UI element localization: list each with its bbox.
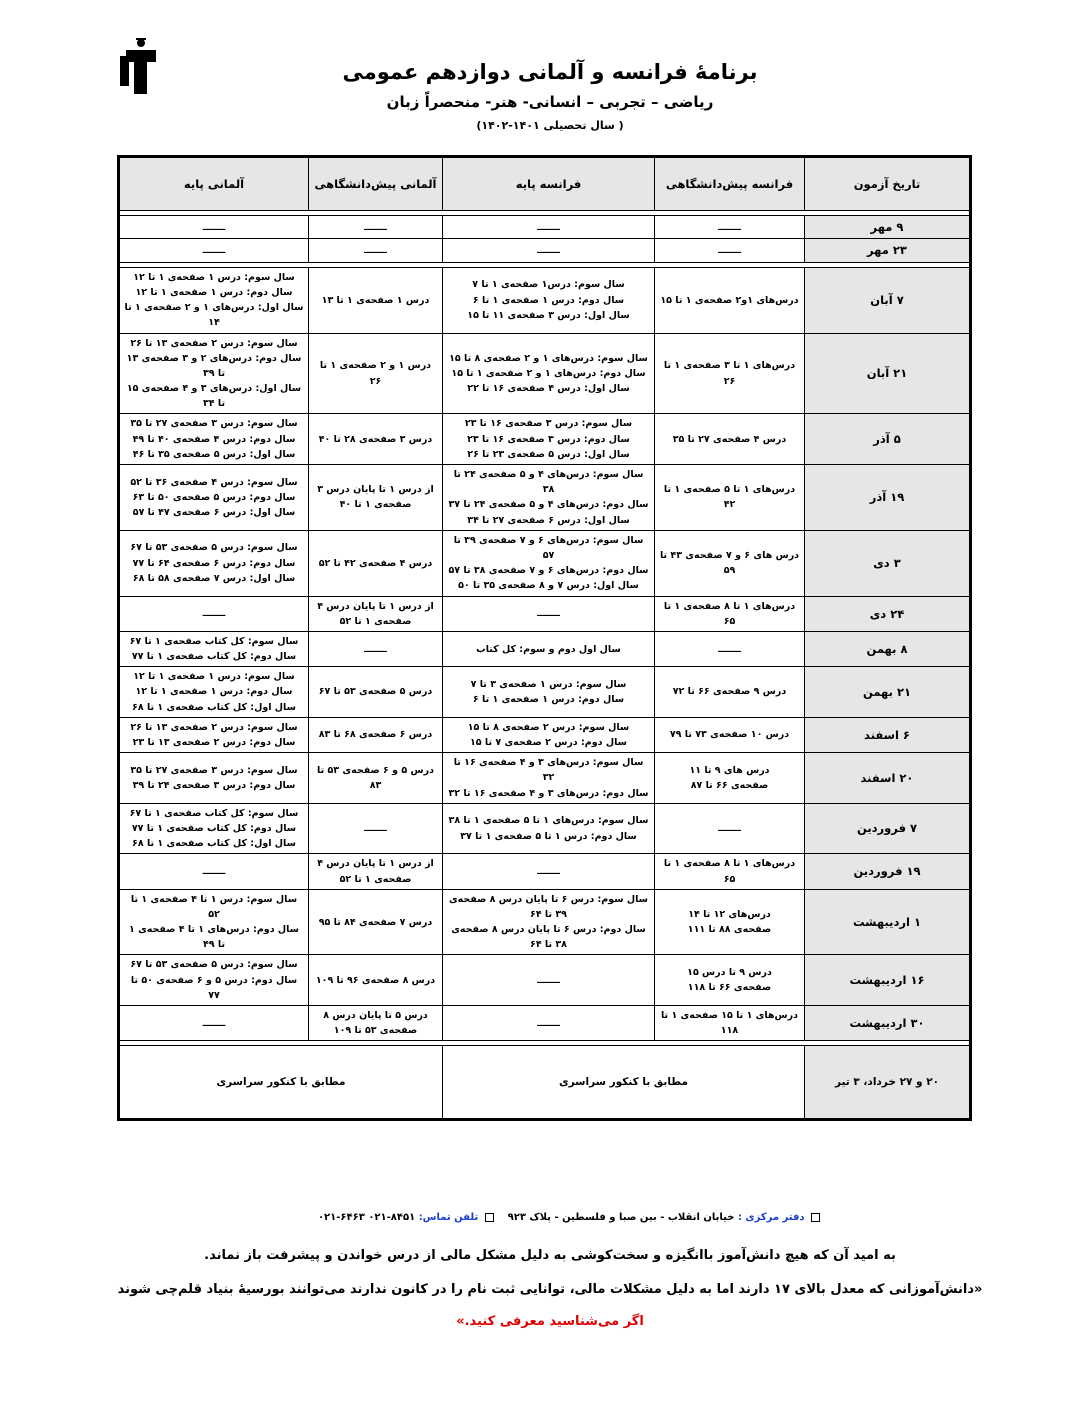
- french-basic-cell: سال اول دوم و سوم: کل کتاب: [443, 631, 655, 666]
- french-preuni-cell: ـــــــ: [655, 216, 805, 239]
- footer-contact: [250, 1212, 820, 1223]
- german-preuni-cell: ـــــــ: [309, 631, 443, 666]
- german-preuni-cell: درس ۷ صفحه‌ی ۸۴ تا ۹۵: [309, 889, 443, 955]
- french-preuni-cell: ـــــــ: [655, 239, 805, 262]
- exam-date-cell: ۳۰ اردیبهشت: [805, 1006, 971, 1041]
- german-basic-cell: سال سوم: درس ۲ صفحه‌ی ۱۳ تا ۲۶ سال دوم: درس ۲ صفحه‌ی ۱۳ تا ۲۳: [119, 717, 309, 752]
- german-preuni-cell: از درس ۱ تا پایان درس ۴ صفحه‌ی ۱ تا ۵۲: [309, 596, 443, 631]
- french-basic-cell: ـــــــ: [443, 1006, 655, 1041]
- german-preuni-cell: درس ۱ و ۲ صفحه‌ی ۱ تا ۲۶: [309, 333, 443, 414]
- german-basic-cell: سال سوم: کل کتاب صفحه‌ی ۱ تا ۶۷ سال دوم: کل کتاب صفحه‌ی ۱ تا ۷۷ سال اول: کل کتاب صفحه‌ی ۱ تا ۶۸: [119, 803, 309, 854]
- table-row: [119, 1006, 971, 1041]
- german-preuni-cell: درس ۵ و ۶ صفحه‌ی ۵۳ تا ۸۳: [309, 753, 443, 804]
- exam-date-cell: ۱۹ فروردین: [805, 854, 971, 889]
- french-basic-cell: سال سوم: درس ۳ صفحه‌ی ۱۶ تا ۲۳ سال دوم: درس ۳ صفحه‌ی ۱۶ تا ۲۳ سال اول: درس ۵ صفحه‌ی ۲۳ تا ۲۶: [443, 414, 655, 465]
- header-exam-date: تاریخ آزمون: [805, 157, 971, 211]
- exam-date-cell: ۶ اسفند: [805, 717, 971, 752]
- german-basic-cell: سال سوم: درس ۳ صفحه‌ی ۲۷ تا ۳۵ سال دوم: درس ۳ صفحه‌ی ۲۴ تا ۳۹: [119, 753, 309, 804]
- schedule-body: [119, 216, 971, 1120]
- german-preuni-cell: درس ۴ صفحه‌ی ۴۲ تا ۵۲: [309, 530, 443, 596]
- exam-date-cell: ۲۰ اسفند: [805, 753, 971, 804]
- schedule-table: [117, 155, 972, 1121]
- german-preuni-cell: ـــــــ: [309, 803, 443, 854]
- german-basic-cell: سال سوم: درس ۱ صفحه‌ی ۱ تا ۱۲ سال دوم: درس ۱ صفحه‌ی ۱ تا ۱۲ سال اول: درس‌های ۱ و ۲ صفحه‌ی ۱ تا ۱۴: [119, 267, 309, 333]
- table-row: [119, 267, 971, 333]
- french-preuni-cell: درس های ۹ تا ۱۱ صفحه‌ی ۶۶ تا ۸۷: [655, 753, 805, 804]
- german-basic-cell: ـــــــ: [119, 1006, 309, 1041]
- french-basic-cell: سال سوم: درس ۱ صفحه‌ی ۳ تا ۷ سال دوم: درس ۱ صفحه‌ی ۱ تا ۶: [443, 667, 655, 718]
- header-german-preuni: آلمانی پیش‌دانشگاهی: [309, 157, 443, 211]
- french-basic-cell: سال سوم: درس ۲ صفحه‌ی ۸ تا ۱۵ سال دوم: درس ۲ صفحه‌ی ۷ تا ۱۵: [443, 717, 655, 752]
- french-basic-cell: ـــــــ: [443, 596, 655, 631]
- table-row: [119, 239, 971, 262]
- french-basic-cell: سال سوم: درس‌های ۴ و ۵ صفحه‌ی ۲۴ تا ۳۸ سال دوم: درس‌های ۴ و ۵ صفحه‌ی ۲۴ تا ۳۷ سال اول: درس ۶ صفحه‌ی ۲۷ تا ۳۴: [443, 465, 655, 531]
- exam-date-cell: ۹ مهر: [805, 216, 971, 239]
- german-basic-cell: ـــــــ: [119, 596, 309, 631]
- final-french: مطابق با کنکور سراسری: [443, 1046, 805, 1120]
- german-preuni-cell: از درس ۱ تا پایان درس ۳ صفحه‌ی ۱ تا ۴۰: [309, 465, 443, 531]
- footer-message-2: «دانش‌آموزانی که معدل بالای ۱۷ دارند اما به دلیل مشکلات مالی، توانایی ثبت نام را در کانون ندارند می‌توانند بورسیهٔ بنیاد قلم‌چی شوند: [117, 1282, 983, 1297]
- office-address: خیابان انقلاب - بین صبا و فلسطین - پلاک ۹۲۳: [507, 1212, 735, 1223]
- german-preuni-cell: درس ۶ صفحه‌ی ۶۸ تا ۸۳: [309, 717, 443, 752]
- french-preuni-cell: درس‌های ۱۲ تا ۱۴ صفحه‌ی ۸۸ تا ۱۱۱: [655, 889, 805, 955]
- exam-date-cell: ۲۱ بهمن: [805, 667, 971, 718]
- header-french-basic: فرانسه پایه: [443, 157, 655, 211]
- table-row: [119, 333, 971, 414]
- table-row: [119, 216, 971, 239]
- french-basic-cell: ـــــــ: [443, 854, 655, 889]
- footer-message-1: به امید آن که هیچ دانش‌آموز باانگیزه و سخت‌کوشی به دلیل مشکل مالی از درس خواندن و پیشرفت باز نماند.: [204, 1248, 896, 1263]
- table-row: [119, 854, 971, 889]
- french-preuni-cell: درس‌های ۱ تا ۸ صفحه‌ی ۱ تا ۶۵: [655, 854, 805, 889]
- german-basic-cell: سال سوم: درس ۱ تا ۴ صفحه‌ی ۱ تا ۵۲ سال دوم: درس‌های ۱ تا ۴ صفحه‌ی ۱ تا ۴۹: [119, 889, 309, 955]
- exam-date-cell: ۱۶ اردیبهشت: [805, 955, 971, 1006]
- final-german: مطابق با کنکور سراسری: [119, 1046, 443, 1120]
- phone-numbers: ۸۴۵۱-۰۲۱ ۶۴۶۳-۰۲۱: [317, 1212, 416, 1223]
- table-row: [119, 889, 971, 955]
- table-row: [119, 530, 971, 596]
- french-preuni-cell: درس ۹ صفحه‌ی ۶۶ تا ۷۲: [655, 667, 805, 718]
- french-preuni-cell: درس‌های ۱ تا ۸ صفحه‌ی ۱ تا ۶۵: [655, 596, 805, 631]
- phone-label: تلفن تماس:: [418, 1212, 479, 1223]
- german-basic-cell: سال سوم: درس ۴ صفحه‌ی ۳۶ تا ۵۲ سال دوم: درس ۵ صفحه‌ی ۵۰ تا ۶۳ سال اول: درس ۶ صفحه‌ی ۴۷ تا ۵۷: [119, 465, 309, 531]
- french-preuni-cell: ـــــــ: [655, 631, 805, 666]
- french-basic-cell: سال سوم: درس۱ صفحه‌ی ۱ تا ۷ سال دوم: درس ۱ صفحه‌ی ۱ تا ۶ سال اول: درس ۳ صفحه‌ی ۱۱ تا ۱۵: [443, 267, 655, 333]
- page-header: [300, 55, 800, 132]
- french-preuni-cell: درس ۹ تا درس ۱۵ صفحه‌ی ۶۶ تا ۱۱۸: [655, 955, 805, 1006]
- table-row: [119, 667, 971, 718]
- header-german-basic: آلمانی پایه: [119, 157, 309, 211]
- french-basic-cell: ـــــــ: [443, 239, 655, 262]
- german-preuni-cell: از درس ۱ تا پایان درس ۴ صفحه‌ی ۱ تا ۵۲: [309, 854, 443, 889]
- french-preuni-cell: درس ۱۰ صفحه‌ی ۷۳ تا ۷۹: [655, 717, 805, 752]
- german-preuni-cell: ـــــــ: [309, 216, 443, 239]
- french-preuni-cell: درس‌های ۱ تا ۵ صفحه‌ی ۱ تا ۴۲: [655, 465, 805, 531]
- french-preuni-cell: درس‌های ۱و۲ صفحه‌ی ۱ تا ۱۵: [655, 267, 805, 333]
- french-preuni-cell: درس ۴ صفحه‌ی ۲۷ تا ۳۵: [655, 414, 805, 465]
- german-basic-cell: سال سوم: کل کتاب صفحه‌ی ۱ تا ۶۷ سال دوم: کل کتاب صفحه‌ی ۱ تا ۷۷: [119, 631, 309, 666]
- exam-date-cell: ۲۱ آبان: [805, 333, 971, 414]
- german-basic-cell: ـــــــ: [119, 239, 309, 262]
- office-label: دفتر مرکزی :: [737, 1212, 805, 1223]
- french-preuni-cell: درس‌های ۱ تا ۱۵ صفحه‌ی ۱ تا ۱۱۸: [655, 1006, 805, 1041]
- academic-year: ( سال تحصیلی ۱۴۰۱-۱۴۰۲): [476, 119, 624, 132]
- table-row: [119, 465, 971, 531]
- german-preuni-cell: درس ۳ صفحه‌ی ۲۸ تا ۴۰: [309, 414, 443, 465]
- table-row: [119, 753, 971, 804]
- table-row: [119, 803, 971, 854]
- german-preuni-cell: درس ۵ تا پایان درس ۸ صفحه‌ی ۵۳ تا ۱۰۹: [309, 1006, 443, 1041]
- french-preuni-cell: درس های ۶ و ۷ صفحه‌ی ۴۳ تا ۵۹: [655, 530, 805, 596]
- table-row: [119, 631, 971, 666]
- table-row: [119, 596, 971, 631]
- german-basic-cell: ـــــــ: [119, 854, 309, 889]
- header-french-preuni: فرانسه پیش‌دانشگاهی: [655, 157, 805, 211]
- german-preuni-cell: درس ۵ صفحه‌ی ۵۳ تا ۶۷: [309, 667, 443, 718]
- german-basic-cell: سال سوم: درس ۱ صفحه‌ی ۱ تا ۱۲ سال دوم: درس ۱ صفحه‌ی ۱ تا ۱۲ سال اول: کل کتاب صفحه‌ی ۱ تا ۶۸: [119, 667, 309, 718]
- french-basic-cell: سال سوم: درس‌های ۱ و ۲ صفحه‌ی ۸ تا ۱۵ سال دوم: درس‌های ۱ و ۲ صفحه‌ی ۱ تا ۱۵ سال اول: درس ۴ صفحه‌ی ۱۶ تا ۲۲: [443, 333, 655, 414]
- exam-date-cell: ۵ آذر: [805, 414, 971, 465]
- exam-date-cell: ۲۴ دی: [805, 596, 971, 631]
- page-title: برنامهٔ فرانسه و آلمانی دوازدهم عمومی: [342, 60, 758, 84]
- french-basic-cell: سال سوم: درس‌های ۶ و ۷ صفحه‌ی ۳۹ تا ۵۷ سال دوم: درس‌های ۶ و ۷ صفحه‌ی ۳۸ تا ۵۷ سال اول: درس ۷ و ۸ صفحه‌ی ۳۵ تا ۵۰: [443, 530, 655, 596]
- final-exam-date: ۲۰ و ۲۷ خرداد، ۳ تیر: [805, 1046, 971, 1120]
- german-basic-cell: سال سوم: درس ۵ صفحه‌ی ۵۳ تا ۶۷ سال دوم: درس ۶ صفحه‌ی ۶۴ تا ۷۷ سال اول: درس ۷ صفحه‌ی ۵۸ تا ۶۸: [119, 530, 309, 596]
- german-basic-cell: سال سوم: درس ۳ صفحه‌ی ۲۷ تا ۳۵ سال دوم: درس ۴ صفحه‌ی ۴۰ تا ۴۹ سال اول: درس ۵ صفحه‌ی ۳۵ تا ۴۶: [119, 414, 309, 465]
- logo-icon: [118, 36, 162, 94]
- exam-date-cell: ۸ بهمن: [805, 631, 971, 666]
- exam-date-cell: ۲۳ مهر: [805, 239, 971, 262]
- french-basic-cell: سال سوم: درس‌های ۱ تا ۵ صفحه‌ی ۱ تا ۳۸ سال دوم: درس ۱ تا ۵ صفحه‌ی ۱ تا ۳۷: [443, 803, 655, 854]
- german-preuni-cell: ـــــــ: [309, 239, 443, 262]
- exam-date-cell: ۷ آبان: [805, 267, 971, 333]
- french-preuni-cell: ـــــــ: [655, 803, 805, 854]
- german-basic-cell: سال سوم: درس ۵ صفحه‌ی ۵۳ تا ۶۷ سال دوم: درس ۵ و ۶ صفحه‌ی ۵۰ تا ۷۷: [119, 955, 309, 1006]
- french-basic-cell: ـــــــ: [443, 216, 655, 239]
- exam-date-cell: ۱۹ آذر: [805, 465, 971, 531]
- french-preuni-cell: درس‌های ۱ تا ۳ صفحه‌ی ۱ تا ۲۶: [655, 333, 805, 414]
- table-row: [119, 414, 971, 465]
- bullet-square-icon: [485, 1213, 494, 1222]
- german-preuni-cell: درس ۱ صفحه‌ی ۱ تا ۱۳: [309, 267, 443, 333]
- french-basic-cell: سال سوم: درس‌های ۳ و ۴ صفحه‌ی ۱۶ تا ۳۲ سال دوم: درس‌های ۳ و ۴ صفحه‌ی ۱۶ تا ۳۲: [443, 753, 655, 804]
- page-subtitle: ریاضی – تجربی – انسانی- هنر- منحصراً زبان: [386, 93, 714, 111]
- german-preuni-cell: درس ۸ صفحه‌ی ۹۶ تا ۱۰۹: [309, 955, 443, 1006]
- exam-date-cell: ۳ دی: [805, 530, 971, 596]
- footer-message-3: اگر می‌شناسید معرفی کنید.»: [456, 1314, 644, 1329]
- bullet-square-icon: [811, 1213, 820, 1222]
- french-basic-cell: ـــــــ: [443, 955, 655, 1006]
- exam-date-cell: ۷ فروردین: [805, 803, 971, 854]
- german-basic-cell: ـــــــ: [119, 216, 309, 239]
- german-basic-cell: سال سوم: درس ۲ صفحه‌ی ۱۳ تا ۲۶ سال دوم: درس‌های ۲ و ۳ صفحه‌ی ۱۳ تا ۳۹ سال اول: درس‌های ۳ و ۴ صفحه‌ی ۱۵ تا ۳۴: [119, 333, 309, 414]
- exam-date-cell: ۱ اردیبهشت: [805, 889, 971, 955]
- table-header-row: [119, 157, 971, 211]
- final-exam-row: [119, 1046, 971, 1120]
- table-row: [119, 717, 971, 752]
- french-basic-cell: سال سوم: درس ۶ تا پایان درس ۸ صفحه‌ی ۳۹ تا ۶۴ سال دوم: درس ۶ تا پایان درس ۸ صفحه‌ی ۳۸ تا ۶۴: [443, 889, 655, 955]
- table-row: [119, 955, 971, 1006]
